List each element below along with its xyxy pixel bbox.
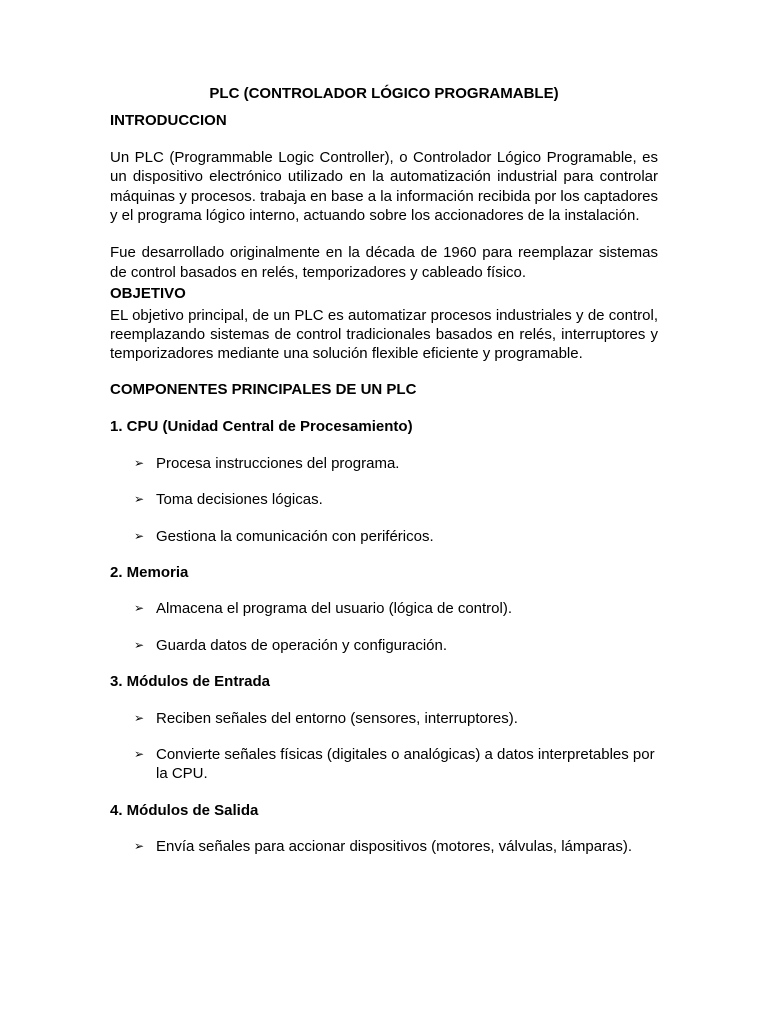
components-heading: COMPONENTES PRINCIPALES DE UN PLC	[110, 380, 417, 398]
list-item	[110, 837, 658, 856]
cpu-bullet-list	[110, 454, 658, 546]
arrow-bullet-icon: ➢	[134, 528, 145, 543]
intro-paragraph-1: Un PLC (Programmable Logic Controller), o Controlador Lógico Programable, es un dispositivo electrónico utilizado en la automatización industrial para controlar máquinas y procesos. trabaja en base a la información recibida por los captadores y el programa lógico interno, actuando sobre los accionadores de la instalación.	[110, 148, 658, 225]
arrow-bullet-icon: ➢	[134, 492, 145, 507]
arrow-bullet-icon: ➢	[134, 710, 145, 725]
entrada-bullet-list	[110, 709, 658, 784]
section-heading-salida: 4. Módulos de Salida	[110, 801, 259, 819]
list-item	[110, 745, 658, 784]
list-item	[110, 636, 658, 655]
arrow-bullet-icon: ➢	[134, 746, 145, 761]
list-item	[110, 709, 658, 728]
arrow-bullet-icon: ➢	[134, 455, 145, 470]
list-item	[110, 599, 658, 618]
intro-heading: INTRODUCCION	[110, 112, 227, 130]
salida-bullet-list	[110, 837, 658, 856]
list-item	[110, 490, 658, 509]
arrow-bullet-icon: ➢	[134, 637, 145, 652]
document-page	[110, 84, 658, 857]
list-item-text: Gestiona la comunicación con periféricos.	[156, 527, 434, 545]
arrow-bullet-icon: ➢	[134, 839, 145, 854]
memoria-bullet-list	[110, 599, 658, 655]
list-item-text: Almacena el programa del usuario (lógica de control).	[156, 600, 513, 618]
intro-paragraph-2: Fue desarrollado originalmente en la década de 1960 para reemplazar sistemas de control basados en relés, temporizadores y cableado físico.	[110, 244, 658, 281]
document-title: PLC (CONTROLADOR LÓGICO PROGRAMABLE)	[209, 85, 559, 102]
list-item-text: Envía señales para accionar dispositivos (motores, válvulas, lámparas).	[156, 838, 633, 856]
list-item-text: Procesa instrucciones del programa.	[156, 454, 400, 472]
list-item-text: Convierte señales físicas (digitales o analógicas) a datos interpretables por la CPU.	[156, 745, 655, 783]
section-heading-memoria: 2. Memoria	[110, 563, 189, 581]
list-item	[110, 527, 658, 546]
objective-heading: OBJETIVO	[110, 285, 186, 303]
section-heading-cpu: 1. CPU (Unidad Central de Procesamiento)	[110, 418, 413, 436]
arrow-bullet-icon: ➢	[134, 601, 145, 616]
list-item	[110, 454, 658, 473]
list-item-text: Toma decisiones lógicas.	[156, 491, 323, 509]
objective-paragraph: EL objetivo principal, de un PLC es automatizar procesos industriales y de control, reemplazando sistemas de control tradicionales basados en relés, interruptores y temporizadores mediante una solución flexible eficiente y programable.	[110, 306, 658, 363]
list-item-text: Reciben señales del entorno (sensores, interruptores).	[156, 709, 518, 727]
list-item-text: Guarda datos de operación y configuración.	[156, 636, 448, 654]
section-heading-entrada: 3. Módulos de Entrada	[110, 673, 271, 691]
